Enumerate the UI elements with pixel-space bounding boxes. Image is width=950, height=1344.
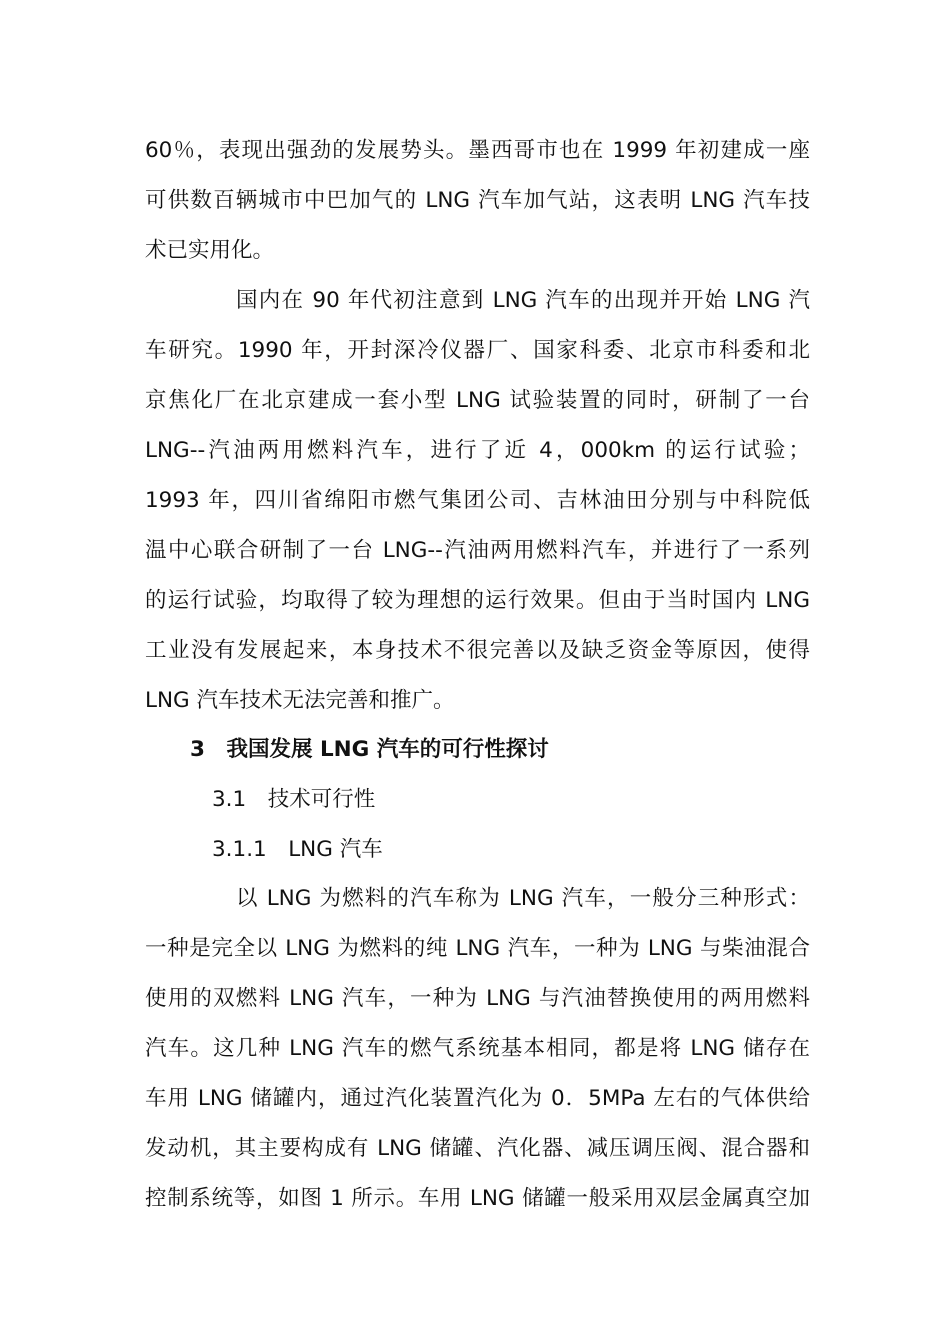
paragraph-line: 以 LNG 为燃料的汽车称为 LNG 汽车，一般分三种形式： [236,886,810,911]
paragraph-line: 工业没有发展起来，本身技术不很完善以及缺乏资金等原因，使得 [145,638,810,663]
section-heading: 3 我国发展 LNG 汽车的可行性探讨 [190,737,549,762]
paragraph-line: 汽车。这几种 LNG 汽车的燃气系统基本相同，都是将 LNG 储存在 [145,1036,810,1061]
paragraph-line: 控制系统等，如图 1 所示。车用 LNG 储罐一般采用双层金属真空加 [145,1186,810,1211]
paragraph-line: 车研究。1990 年，开封深冷仪器厂、国家科委、北京市科委和北 [145,338,810,363]
paragraph-line: 的运行试验，均取得了较为理想的运行效果。但由于当时国内 LNG [145,588,810,613]
paragraph-line: 一种是完全以 LNG 为燃料的纯 LNG 汽车，一种为 LNG 与柴油混合 [145,936,810,961]
paragraph-line: 1993 年，四川省绵阳市燃气集团公司、吉林油田分别与中科院低 [145,488,810,513]
paragraph-line: 术已实用化。 [145,238,275,263]
paragraph-line: LNG--汽油两用燃料汽车，进行了近 4，000km 的运行试验； [145,438,810,463]
paragraph-line: 温中心联合研制了一台 LNG--汽油两用燃料汽车，并进行了一系列 [145,538,810,563]
paragraph-line: 车用 LNG 储罐内，通过汽化装置汽化为 0．5MPa 左右的气体供给 [145,1086,810,1111]
paragraph-line: 使用的双燃料 LNG 汽车，一种为 LNG 与汽油替换使用的两用燃料 [145,986,810,1011]
paragraph-line: 发动机，其主要构成有 LNG 储罐、汽化器、减压调压阀、混合器和 [145,1136,810,1161]
subsection-heading: 3.1 技术可行性 [212,787,376,812]
paragraph-line: 国内在 90 年代初注意到 LNG 汽车的出现并开始 LNG 汽 [236,288,810,313]
paragraph-line: 可供数百辆城市中巴加气的 LNG 汽车加气站，这表明 LNG 汽车技 [145,188,810,213]
paragraph-line: LNG 汽车技术无法完善和推广。 [145,688,455,713]
subsubsection-heading: 3.1.1 LNG 汽车 [212,837,383,862]
paragraph-line: 京焦化厂在北京建成一套小型 LNG 试验装置的同时，研制了一台 [145,388,810,413]
paragraph-line: 60％，表现出强劲的发展势头。墨西哥市也在 1999 年初建成一座 [145,138,810,163]
